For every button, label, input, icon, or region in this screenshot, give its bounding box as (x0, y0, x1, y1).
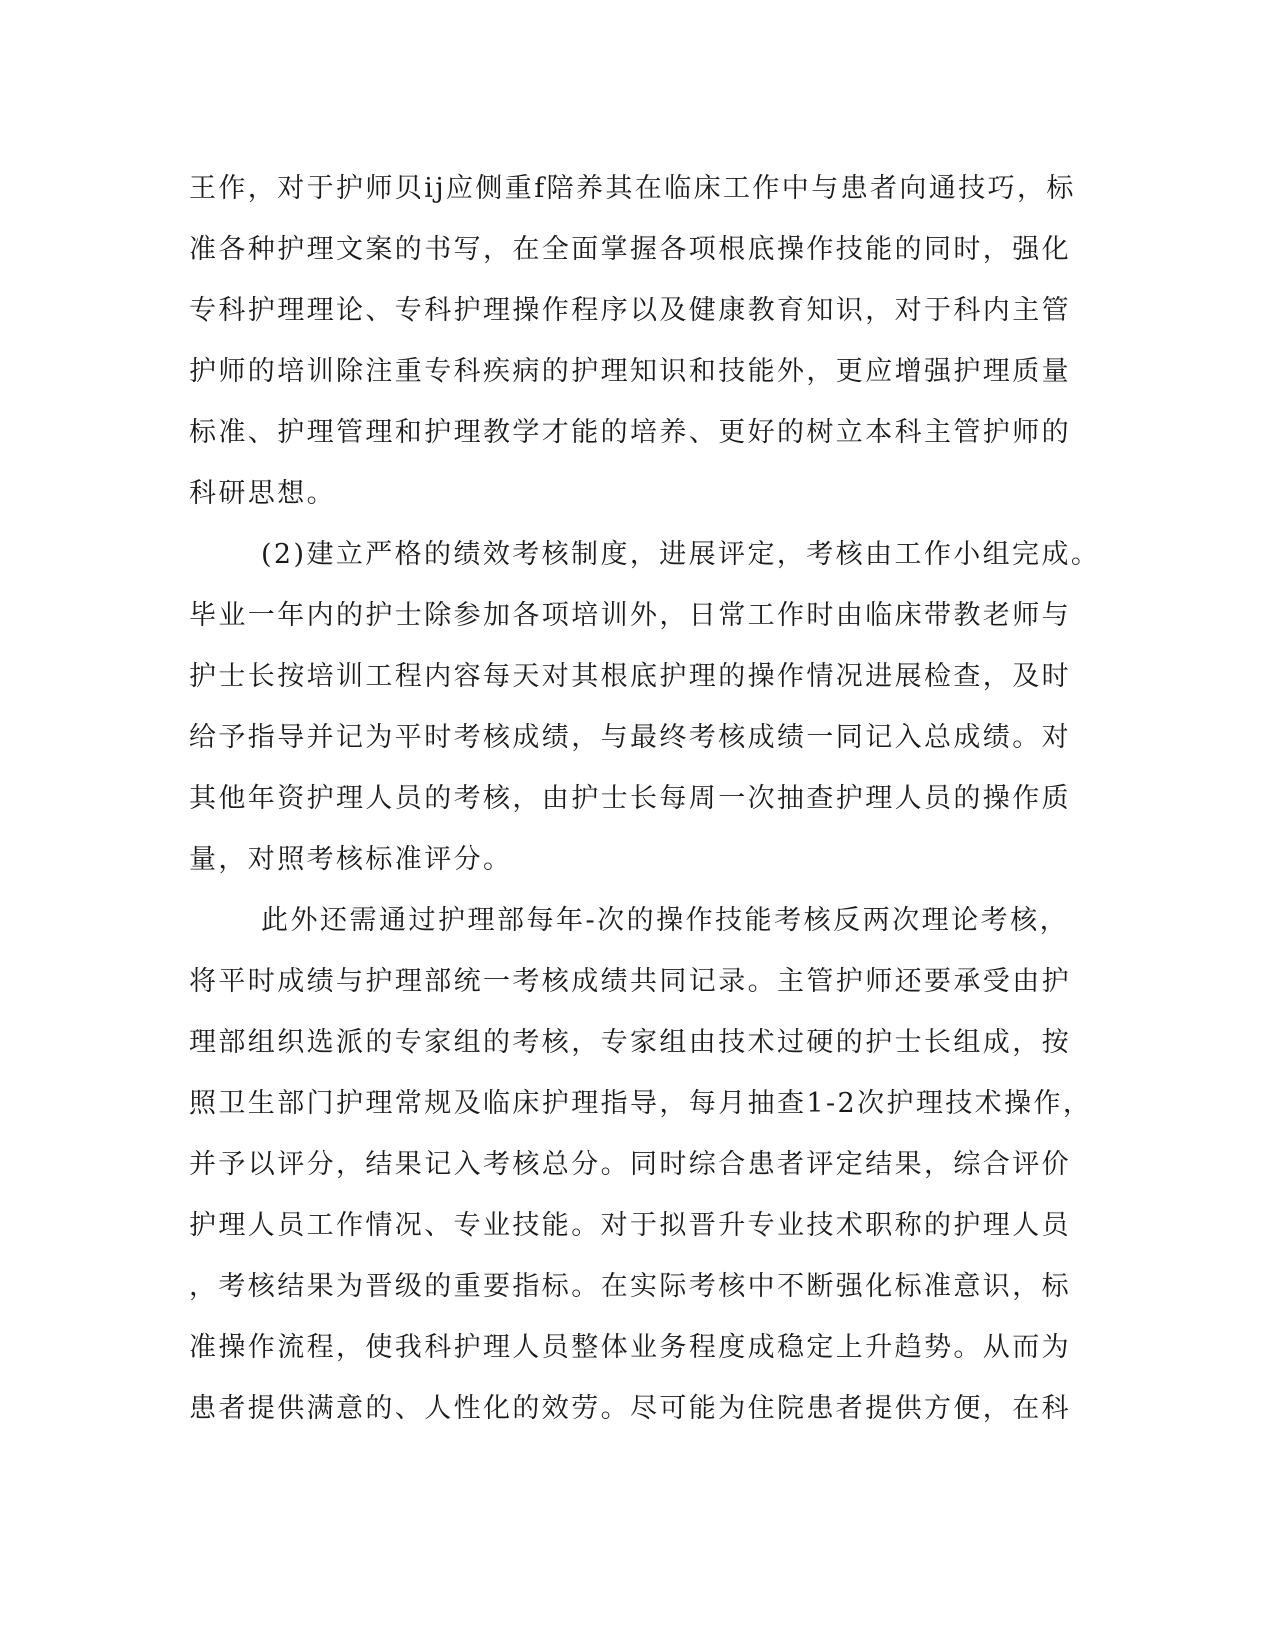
text-line: 专科护理理论、专科护理操作程序以及健康教育知识，对于科内主管 (189, 295, 1071, 326)
text-line: 理部组织选派的专家组的考核，专家组由技术过硬的护士长组成，按 (189, 1027, 1071, 1058)
paragraph-3 (189, 890, 1093, 1439)
text-line: 给予指导并记为平时考核成绩，与最终考核成绩一同记入总成绩。对 (189, 722, 1071, 753)
paragraph-2 (189, 524, 1101, 890)
text-line: 准各种护理文案的书写，在全面掌握各项根底操作技能的同时，强化 (189, 234, 1071, 265)
paragraph-1 (189, 158, 1076, 524)
text-line: (2)建立严格的绩效考核制度，进展评定，考核由工作小组完成。 (261, 539, 1101, 570)
text-line: 其他年资护理人员的考核，由护士长每周一次抽查护理人员的操作质 (189, 783, 1071, 814)
text-line: 量，对照考核标准评分。 (189, 844, 513, 875)
text-line: 并予以评分，结果记入考核总分。同时综合患者评定结果，综合评价 (189, 1149, 1071, 1180)
text-line: 照卫生部门护理常规及临床护理指导，每月抽查1-2次护理技术操作， (189, 1088, 1093, 1119)
text-line: 科研思想。 (189, 478, 336, 509)
text-line: 将平时成绩与护理部统一考核成绩共同记录。主管护师还要承受由护 (189, 966, 1071, 997)
text-line: 标准、护理管理和护理教学才能的培养、更好的树立本科主管护师的 (189, 417, 1071, 448)
text-line: 护理人员工作情况、专业技能。对于拟晋升专业技术职称的护理人员 (189, 1210, 1071, 1241)
text-line: 毕业一年内的护士除参加各项培训外，日常工作时由临床带教老师与 (189, 600, 1071, 631)
body-text (189, 158, 1101, 1439)
text-line: 此外还需通过护理部每年-次的操作技能考核反两次理论考核， (261, 905, 1069, 936)
text-line: 护士长按培训工程内容每天对其根底护理的操作情况进展检查，及时 (189, 661, 1071, 692)
text-line: 护师的培训除注重专科疾病的护理知识和技能外，更应增强护理质量 (189, 356, 1071, 387)
text-line: 准操作流程，使我科护理人员整体业务程度成稳定上升趋势。从而为 (189, 1332, 1071, 1363)
text-line: ，考核结果为晋级的重要指标。在实际考核中不断强化标准意识，标 (189, 1271, 1071, 1302)
text-line: 患者提供满意的、人性化的效劳。尽可能为住院患者提供方便，在科 (189, 1393, 1071, 1424)
text-line: 王作，对于护师贝ij应侧重f陪养其在临床工作中与患者向通技巧，标 (189, 173, 1076, 204)
